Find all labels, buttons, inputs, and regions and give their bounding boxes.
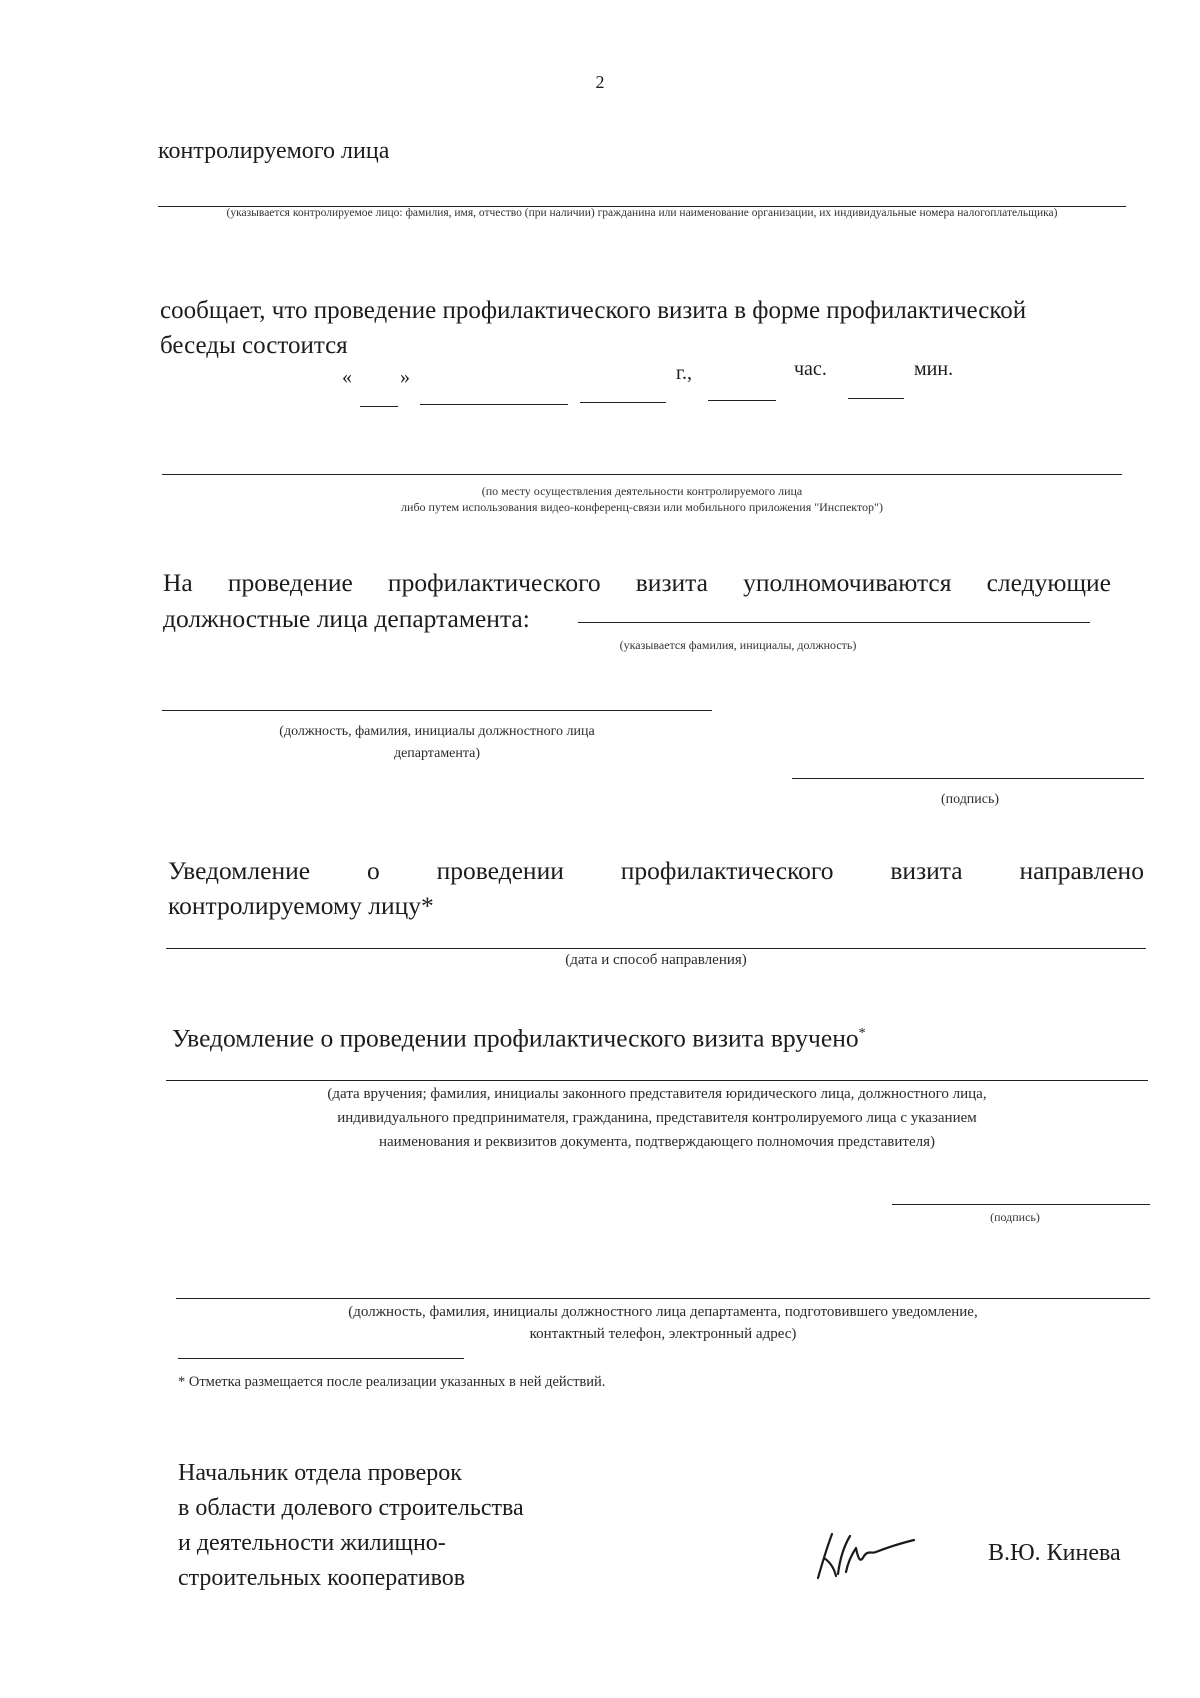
- place-caption-1: (по месту осуществления деятельности контролируемого лица: [481, 484, 803, 498]
- signer-title-line: и деятельности жилищно-: [178, 1530, 446, 1556]
- notice-sent-caption: (дата и способ направления): [565, 952, 747, 968]
- page-number: 2: [595, 72, 605, 92]
- announce-line-1: сообщает, что проведение профилактического визита в форме профилактической: [160, 297, 1027, 324]
- place-line: [162, 474, 1122, 475]
- month-blank: [420, 404, 568, 405]
- year-blank: [580, 402, 666, 403]
- notice-handed: [172, 1018, 866, 1055]
- year-label: г.,: [676, 362, 692, 384]
- officials-word: профилактического: [387, 568, 601, 597]
- notice-handed-caption-2: индивидуального предпринимателя, гражданина, представителя контролируемого лица с указанием: [337, 1110, 977, 1126]
- officials-word: визита: [635, 568, 708, 597]
- footnote-separator: [178, 1358, 464, 1359]
- signer-title-line: строительных кооперативов: [178, 1565, 466, 1591]
- official-caption-2: департамента): [393, 746, 481, 761]
- signature-line-2: [892, 1204, 1150, 1205]
- signer-name: В.Ю. Кинева: [988, 1540, 1121, 1566]
- notice-sent-word: о: [366, 856, 380, 885]
- officials-word: проведение: [227, 568, 353, 597]
- notice-handed-caption-1: (дата вручения; фамилия, инициалы законного представителя юридического лица, должностного лица,: [327, 1086, 987, 1102]
- official-line: [162, 710, 712, 711]
- notice-sent-word: визита: [890, 856, 963, 885]
- officials-word: следующие: [986, 568, 1111, 597]
- hour-label: час.: [794, 358, 827, 380]
- signer-title: [178, 1456, 524, 1596]
- close-quote: »: [400, 366, 410, 388]
- notice-handed-caption-3: наименования и реквизитов документа, подтверждающего полномочия представителя): [379, 1134, 935, 1150]
- officials-caption: (указывается фамилия, инициалы, должность): [619, 638, 857, 652]
- open-quote: «: [342, 366, 352, 388]
- officials-word: уполномочиваются: [743, 568, 952, 597]
- preparer-line: [176, 1298, 1150, 1299]
- notice-sent-line-2: контролируемому лицу*: [168, 891, 434, 920]
- notice-sent-word: профилактического: [620, 856, 834, 885]
- official-caption-1: (должность, фамилия, инициалы должностного лица: [279, 724, 595, 739]
- notice-sent-blank: [166, 948, 1146, 949]
- preparer-caption-1: (должность, фамилия, инициалы должностного лица департамента, подготовившего уведомление,: [348, 1304, 978, 1320]
- minute-blank: [848, 398, 904, 399]
- officials-line-1: [163, 567, 1111, 599]
- day-blank: [360, 406, 398, 407]
- notice-sent-word: проведении: [436, 856, 564, 885]
- signer-title-line: в области долевого строительства: [178, 1495, 524, 1521]
- signature-caption-1: (подпись): [940, 792, 1000, 807]
- signature-line-1: [792, 778, 1144, 779]
- footnote: * Отметка размещается после реализации указанных в ней действий.: [178, 1374, 606, 1390]
- handwritten-signature: [810, 1528, 920, 1584]
- place-caption-2: либо путем использования видео-конференц-связи или мобильного приложения "Инспектор"): [401, 500, 883, 514]
- notice-sent-line-1: [168, 855, 1144, 887]
- controlled-person-label: контролируемого лица: [158, 138, 390, 164]
- signer-title-line: Начальник отдела проверок: [178, 1460, 462, 1486]
- officials-blank: [578, 622, 1090, 623]
- notice-handed-mark: *: [858, 1026, 866, 1041]
- notice-sent-word: Уведомление: [168, 856, 311, 885]
- notice-sent-word: направлено: [1019, 856, 1144, 885]
- signature-caption-2: (подпись): [990, 1210, 1040, 1224]
- preparer-caption-2: контактный телефон, электронный адрес): [529, 1326, 797, 1342]
- minute-label: мин.: [914, 358, 954, 380]
- hour-blank: [708, 400, 776, 401]
- controlled-person-caption: (указывается контролируемое лицо: фамилия, имя, отчество (при наличии) гражданина или наименование организации, их индивидуальные номера налогоплательщика): [226, 207, 1058, 219]
- notice-handed-blank: [166, 1080, 1148, 1081]
- announce-line-2: беседы состоится: [160, 332, 348, 359]
- officials-word: На: [163, 568, 193, 597]
- officials-line-2: должностные лица департамента:: [163, 604, 530, 633]
- notice-handed-text: Уведомление о проведении профилактического визита вручено: [172, 1023, 859, 1053]
